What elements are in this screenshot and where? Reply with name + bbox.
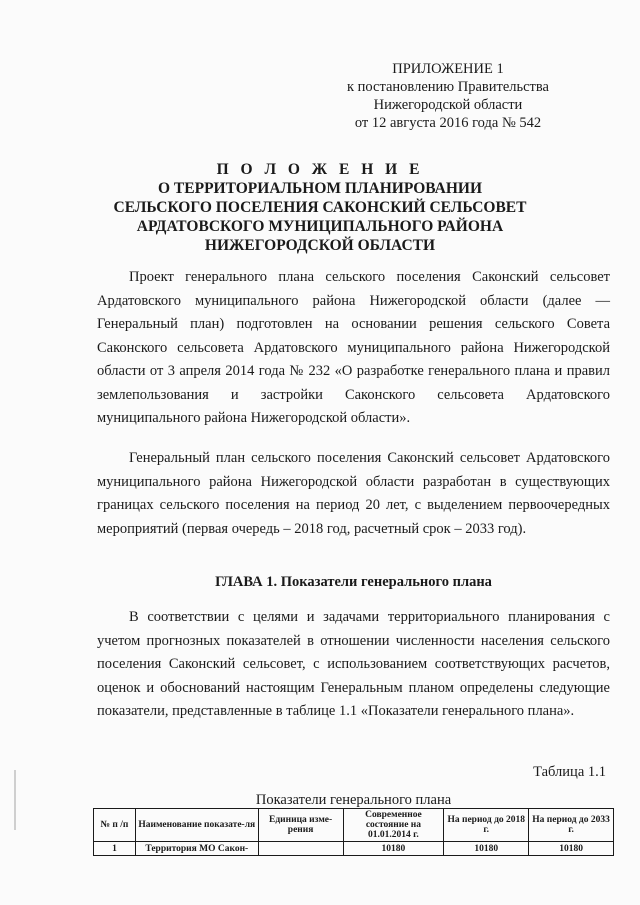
title-line-2: О ТЕРРИТОРИАЛЬНОМ ПЛАНИРОВАНИИ [158,180,482,197]
scan-edge-mark [14,770,16,830]
paragraph-3: В соответствии с целями и задачами территориального планирования с учетом прогнозных показателей в отношении численности населения сельского поселения Саконский сельсовет, с использованием соответствующих расчетов, оценок и обоснований настоящим Генеральным планом определены следующие показатели, представленные в таблице 1.1 «Показатели генерального плана». [97,609,610,719]
table-row [94,842,614,856]
appendix-header [318,60,578,132]
title-line-1: П О Л О Ж Е Н И Е [216,161,424,178]
appendix-resolution-ref: к постановлению Правительства [347,79,549,95]
cell-period-2018: 10180 [444,842,529,856]
table-caption: Показатели генерального плана [255,792,452,808]
document-title [100,160,540,255]
indicators-table [93,808,614,856]
header-indicator-name: Наименование показате-ля [135,809,258,842]
paragraph-1: Проект генерального плана сельского поселения Саконский сельсовет Ардатовского муниципального района Нижегородской области (далее — Генеральный план) подготовлен на основании решения сельского Совета Саконского сельсовета Ардатовского муниципального района Нижегородской области от 3 апреля 2014 года № 232 «О разработке генерального плана и правил землепользования и застройки Саконского сельсовета Ардатовского муниципального района Нижегородской области». [97,269,610,426]
cell-number: 1 [94,842,136,856]
appendix-number: ПРИЛОЖЕНИЕ 1 [392,61,504,77]
paragraph-2: Генеральный план сельского поселения Саконский сельсовет Ардатовского муниципального района Нижегородской области разработан в существующих границах сельского поселения на период 20 лет, с выделением первоочередных мероприятий (первая очередь – 2018 год, расчетный срок – 2033 год). [97,450,610,537]
table-header-row [94,809,614,842]
header-number: № п /п [94,809,136,842]
appendix-region: Нижегородской области [373,97,523,113]
header-current-state: Современное состояние на 01.01.2014 г. [343,809,444,842]
header-period-2018: На период до 2018 г. [444,809,529,842]
cell-indicator-name: Территория МО Сакон- [135,842,258,856]
title-line-3: СЕЛЬСКОГО ПОСЕЛЕНИЯ САКОНСКИЙ СЕЛЬСОВЕТ [113,199,527,216]
cell-unit [258,842,343,856]
title-line-5: НИЖЕГОРОДСКОЙ ОБЛАСТИ [204,237,436,254]
appendix-date: от 12 августа 2016 года № 542 [354,115,542,131]
title-line-4: АРДАТОВСКОГО МУНИЦИПАЛЬНОГО РАЙОНА [136,218,504,235]
header-period-2033: На период до 2033 г. [529,809,614,842]
table-label: Таблица 1.1 [533,764,606,780]
header-unit: Единица изме-рения [258,809,343,842]
cell-current-state: 10180 [343,842,444,856]
chapter-heading: ГЛАВА 1. Показатели генерального плана [215,574,492,590]
cell-period-2033: 10180 [529,842,614,856]
